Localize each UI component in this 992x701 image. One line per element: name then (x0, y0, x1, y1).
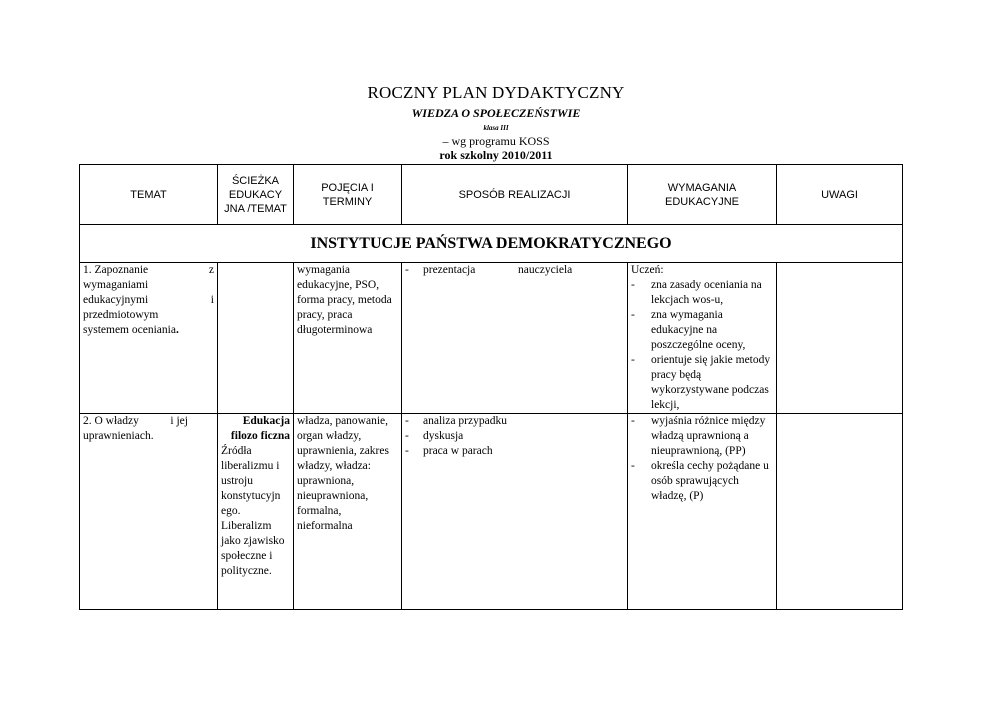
section-title: INSTYTUCJE PAŃSTWA DEMOKRATYCZNEGO (80, 225, 903, 263)
list-item (405, 263, 624, 278)
temat-text: 1. Zapoznanie (83, 264, 149, 276)
temat-text: edukacyjnymi (83, 294, 149, 306)
list-item: - wyjaśnia różnice między władzą uprawnioną a nieuprawnioną, (PP) (631, 414, 773, 459)
list-item: - zna zasady oceniania na lekcjach wos-u, (631, 278, 773, 308)
temat-text: i (210, 294, 214, 306)
list-item: - analiza przypadku (405, 414, 624, 429)
sposob-cell (402, 263, 628, 414)
wymagania-cell (628, 414, 777, 610)
temat-text: systemem oceniania (83, 324, 176, 336)
wymagania-list (631, 414, 773, 504)
table-row (80, 414, 903, 610)
sciezka-title: Edukacja filozo ficzna (230, 415, 290, 442)
column-header-sposob: SPOSÓB REALIZACJI (402, 165, 628, 225)
sciezka-cell (218, 414, 294, 610)
table-header-row (80, 165, 903, 225)
program-label: – wg programu KOSS (442, 134, 550, 148)
temat-text: z (208, 264, 214, 276)
document-title: ROCZNY PLAN DYDAKTYCZNY (367, 83, 625, 102)
wymagania-list (631, 278, 773, 413)
list-item: - dyskusja (405, 429, 624, 444)
class-label: klasa III (483, 124, 509, 132)
pojecia-cell: wymagania edukacyjne, PSO, forma pracy, metoda pracy, praca długoterminowa (294, 263, 402, 414)
sposob-list (405, 414, 624, 459)
list-item: - praca w parach (405, 444, 624, 459)
table-row (80, 263, 903, 414)
sciezka-cell (218, 263, 294, 414)
column-header-sciezka: ŚCIEŻKA EDUKACY JNA /TEMAT (218, 165, 294, 225)
temat-text: uprawnieniach. (83, 430, 154, 442)
sposob-cell (402, 414, 628, 610)
temat-cell (80, 263, 218, 414)
pojecia-cell: władza, panowanie, organ władzy, uprawnienia, zakres władzy, władza: uprawniona, nieuprawniona, formalna, nieformalna (294, 414, 402, 610)
section-row (80, 225, 903, 263)
list-item: - orientuje się jakie metody pracy będą wykorzystywane podczas lekcji, (631, 353, 773, 413)
plan-table (79, 164, 903, 610)
column-header-wymagania: WYMAGANIA EDUKACYJNE (628, 165, 777, 225)
temat-text: . (175, 324, 179, 336)
temat-text: wymaganiami (83, 279, 149, 291)
wymagania-cell (628, 263, 777, 414)
column-header-temat: TEMAT (80, 165, 218, 225)
sciezka-text: Źródła liberalizmu i ustroju konstytucyjn ego. Liberalizm jako zjawisko społeczne i polityczne. (221, 445, 285, 577)
temat-text: 2. O władzy (83, 415, 139, 427)
sposob-list (405, 263, 624, 278)
sposob-text: nauczyciela (518, 264, 573, 276)
list-item: - zna wymagania edukacyjne na poszczególne oceny, (631, 308, 773, 353)
uwagi-cell (777, 263, 903, 414)
column-header-uwagi: UWAGI (777, 165, 903, 225)
wymagania-intro: Uczeń: (631, 264, 664, 276)
school-year-label: rok szkolny 2010/2011 (439, 148, 553, 162)
temat-cell (80, 414, 218, 610)
temat-text: i jej (170, 415, 188, 427)
subject-title: WIEDZA O SPOŁECZEŃSTWIE (411, 106, 581, 120)
sposob-text: prezentacja (423, 264, 476, 276)
temat-text: przedmiotowym (83, 309, 159, 321)
list-item: - określa cechy pożądane u osób sprawujących władzę, (P) (631, 459, 773, 504)
column-header-pojecia: POJĘCIA I TERMINY (294, 165, 402, 225)
uwagi-cell (777, 414, 903, 610)
